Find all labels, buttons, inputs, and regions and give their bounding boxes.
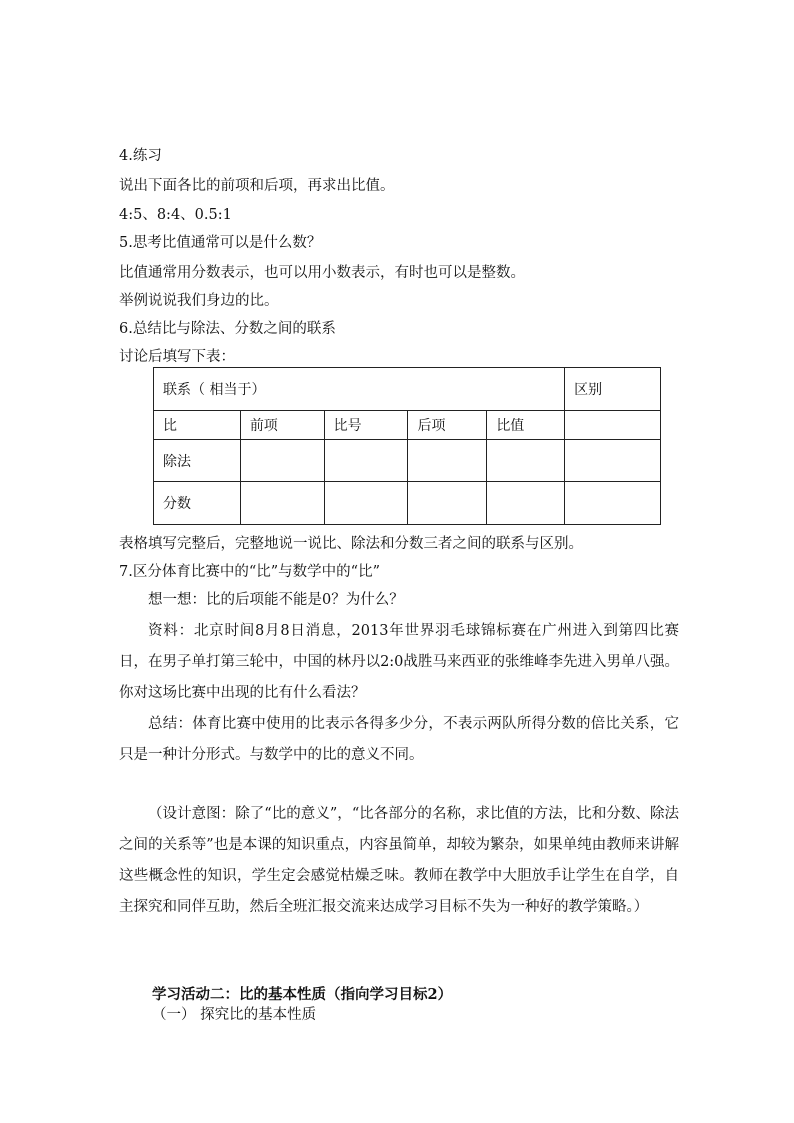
summary-heading: 6.总结比与除法、分数之间的联系 bbox=[119, 321, 336, 337]
table-followup: 表格填写完整后，完整地说一说比、除法和分数三者之间的联系与区别。 bbox=[119, 536, 583, 552]
table-col-ratio-value: 比值 bbox=[487, 411, 565, 440]
table-cell-empty bbox=[240, 482, 324, 525]
table-cell-empty bbox=[487, 482, 565, 525]
exercise-instruction: 说出下面各比的前项和后项，再求出比值。 bbox=[119, 178, 395, 194]
table-col-ratio-sign: 比号 bbox=[324, 411, 408, 440]
table-row-division: 除法 bbox=[154, 440, 241, 482]
table-col-ratio: 比 bbox=[154, 411, 241, 440]
table-col-consequent: 后项 bbox=[408, 411, 487, 440]
table-cell-empty bbox=[324, 482, 408, 525]
sports-ratio-heading: 7.区分体育比赛中的“比”与数学中的“比” bbox=[119, 564, 380, 580]
table-row-fraction: 分数 bbox=[154, 482, 241, 525]
relation-table bbox=[153, 367, 661, 525]
activity-subtitle: （一） 探究比的基本性质 bbox=[152, 1007, 317, 1023]
table-cell-empty bbox=[240, 440, 324, 482]
table-col-antecedent: 前项 bbox=[240, 411, 324, 440]
table-instruction: 讨论后填写下表： bbox=[119, 349, 235, 365]
table-cell-empty bbox=[565, 411, 661, 440]
think-question: 想一想：比的后项能不能是0？为什么？ bbox=[148, 592, 404, 608]
table-cell-empty bbox=[408, 440, 487, 482]
summary-paragraph: 总结：体育比赛中使用的比表示各得多少分，不表示两队所得分数的倍比关系，它只是一种计分形式。与数学中的比的意义不同。 bbox=[119, 716, 679, 763]
table-cell-empty bbox=[487, 440, 565, 482]
table-cell-empty bbox=[408, 482, 487, 525]
examples-prompt: 举例说说我们身边的比。 bbox=[119, 293, 279, 309]
table-cell-empty bbox=[324, 440, 408, 482]
table-cell-empty bbox=[565, 482, 661, 525]
design-intent-note: （设计意图：除了“比的意义”，“比各部分的名称，求比值的方法，比和分数、除法之间的关系等”也是本课的知识重点，内容虽简单，却较为繁杂，如果单纯由教师来讲解这些概念性的知识，学生定会感觉枯燥乏味。教师在教学中大胆放手让学生在自学，自主探究和同伴互助，然后全班汇报交流来达成学习目标不失为一种好的教学策略。） bbox=[119, 806, 679, 915]
ratio-examples: 4:5、8:4、0.5:1 bbox=[119, 207, 232, 223]
material-paragraph: 资料：北京时间8月8日消息，2013年世界羽毛球锦标赛在广州进入到第四比赛日，在男子单打第三轮中，中国的林丹以2:0战胜马来西亚的张维峰李先进入男单八强。你对这场比赛中出现的比有什么看法？ bbox=[119, 623, 679, 701]
exercise-heading: 4.练习 bbox=[119, 148, 162, 164]
think-heading: 5.思考比值通常可以是什么数？ bbox=[119, 235, 322, 251]
ratio-value-note: 比值通常用分数表示，也可以用小数表示，有时也可以是整数。 bbox=[119, 265, 525, 281]
sports-discussion bbox=[119, 585, 679, 771]
table-cell-empty bbox=[565, 440, 661, 482]
table-header-difference: 区别 bbox=[565, 368, 661, 411]
activity-title: 学习活动二：比的基本性质（指向学习目标2） bbox=[152, 986, 453, 1003]
table-header-relation: 联系（ 相当于） bbox=[154, 368, 565, 411]
